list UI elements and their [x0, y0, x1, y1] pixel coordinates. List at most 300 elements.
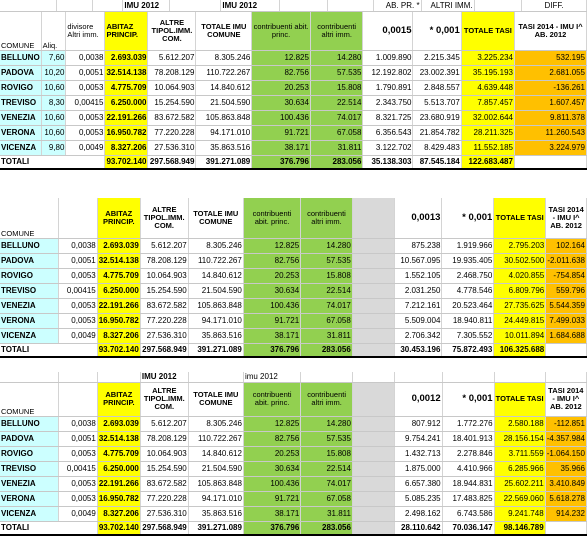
header-altre: ALTRE TIPOL.IMM. COM.: [148, 12, 196, 50]
diff-cell: 11.260.543: [514, 125, 586, 140]
tasi-ab-cell: 3.122.702: [363, 140, 413, 155]
header-abitaz: ABITAZ PRINCIP.: [105, 12, 148, 50]
totale-tasi-cell: 6.285.966: [494, 461, 545, 476]
abitaz-cell: 8.327.206: [97, 506, 140, 521]
altre-cell: 27.536.310: [148, 140, 196, 155]
total-abitaz: 93.702.140: [97, 521, 140, 535]
comune-cell: VERONA: [0, 491, 59, 506]
contr-altri-cell: 22.514: [301, 283, 353, 298]
contr-altri-cell: 14.280: [301, 416, 353, 431]
totale-tasi-cell: 7.857.457: [461, 95, 514, 110]
spacer-cell: [352, 491, 394, 506]
altre-cell: 83.672.582: [140, 476, 188, 491]
divisore-cell: 0,00415: [59, 461, 97, 476]
diff-cell: 5.618.278: [545, 491, 586, 506]
spacer-cell: [352, 253, 394, 268]
header-rate-ab: 0,0013: [394, 198, 442, 238]
header-totale-tasi: TOTALE TASI: [494, 198, 546, 238]
altre-cell: 78.208.129: [148, 65, 196, 80]
contr-ab-cell: 20.253: [243, 268, 300, 283]
diff-cell: -1.064.150: [545, 446, 586, 461]
contr-altri-cell: 31.811: [301, 506, 353, 521]
diff-cell: 7.499.033: [546, 313, 587, 328]
tasi-ab-cell: 5.509.004: [394, 313, 442, 328]
contr-altri-cell: 15.808: [301, 446, 353, 461]
tasi-altri-cell: 1.919.966: [442, 238, 494, 253]
totale-imu-cell: 105.863.848: [188, 476, 243, 491]
contr-altri-cell: 57.535: [301, 431, 353, 446]
tasi-altri-cell: 17.483.825: [442, 491, 494, 506]
diff-cell: -754.854: [546, 268, 587, 283]
abitaz-cell: 6.250.000: [97, 283, 140, 298]
tasi-ab-cell: 1.009.890: [363, 50, 413, 65]
diff-cell: 532.195: [514, 50, 586, 65]
altre-cell: 5.612.207: [140, 416, 188, 431]
table-row: [0, 328, 587, 343]
total-empty: [546, 343, 587, 357]
tasi-altri-cell: 4.410.966: [442, 461, 494, 476]
tasi-altri-cell: 2.215.345: [413, 50, 461, 65]
altre-cell: 10.064.903: [140, 446, 188, 461]
contr-ab-cell: 20.253: [252, 80, 311, 95]
header-totale-tasi: TOTALE TASI: [494, 382, 545, 416]
contr-altri-cell: 22.514: [310, 95, 363, 110]
header-tasi-diff: TASI 2014 - IMU I^ AB. 2012: [545, 382, 586, 416]
tasi-ab-cell: 9.754.241: [394, 431, 442, 446]
altre-cell: 15.254.590: [140, 461, 188, 476]
abitaz-cell: 4.775.709: [97, 446, 140, 461]
comune-cell: BELLUNO: [0, 50, 41, 65]
diff-cell: 3.224.979: [514, 140, 586, 155]
totale-imu-cell: 94.171.010: [196, 125, 252, 140]
totale-imu-cell: 21.504.590: [188, 461, 243, 476]
spacer-cell: [352, 446, 394, 461]
totale-imu-cell: 110.722.267: [196, 65, 252, 80]
divisore-cell: 0,0053: [66, 125, 105, 140]
table-row: [0, 140, 587, 155]
tasi-altri-cell: 6.743.586: [442, 506, 494, 521]
tasi-ab-cell: 1.432.713: [394, 446, 442, 461]
tasi-altri-cell: 2.278.846: [442, 446, 494, 461]
comune-cell: VICENZA: [0, 328, 59, 343]
divisore-cell: 0,0049: [59, 506, 97, 521]
header-contr-ab: contribuenti abit. princ.: [243, 198, 300, 238]
divisore-cell: 0,0053: [66, 110, 105, 125]
table-row: [0, 268, 587, 283]
total-contr-altri: 283.056: [310, 155, 363, 169]
table-row: [0, 80, 587, 95]
contr-ab-cell: 91.721: [252, 125, 311, 140]
header-rate-altri: * 0,001: [413, 12, 461, 50]
spacer-cell: [352, 238, 394, 253]
divisore-cell: 0,0038: [59, 238, 97, 253]
tasi-ab-cell: 6.657.380: [394, 476, 442, 491]
altre-cell: 10.064.903: [140, 268, 188, 283]
imu-2012-label-c: IMU 2012: [140, 372, 188, 382]
divisore-cell: 0,0049: [59, 328, 97, 343]
header-comune: COMUNE: [0, 12, 41, 50]
totals-label: TOTALI: [0, 343, 97, 357]
abitaz-cell: 32.514.138: [97, 253, 140, 268]
divisore-cell: 0,0038: [59, 416, 97, 431]
altre-cell: 5.612.207: [148, 50, 196, 65]
total-altre: 297.568.949: [148, 155, 196, 169]
totale-tasi-cell: 6.809.796: [494, 283, 546, 298]
abitaz-cell: 8.327.206: [97, 328, 140, 343]
header-tasi-diff: TASI 2014 - IMU I^ AB. 2012: [546, 198, 587, 238]
abitaz-cell: 22.191.266: [97, 298, 140, 313]
totale-imu-cell: 94.171.010: [188, 313, 243, 328]
table-row: [0, 125, 587, 140]
header-aliq: Aliq.: [41, 12, 66, 50]
header-contr-ab: contribuenti abit. princ.: [243, 382, 300, 416]
contr-altri-cell: 31.811: [310, 140, 363, 155]
abitaz-cell: 32.514.138: [97, 431, 140, 446]
diff-cell: 914.232: [545, 506, 586, 521]
spacer-cell: [352, 328, 394, 343]
diff-cell: -4.357.984: [545, 431, 586, 446]
contr-ab-cell: 100.436: [243, 298, 300, 313]
diff-cell: 2.681.055: [514, 65, 586, 80]
totale-tasi-cell: 4.020.855: [494, 268, 546, 283]
table-row: [0, 431, 587, 446]
altre-cell: 27.536.310: [140, 506, 188, 521]
tasi-ab-cell: 2.031.250: [394, 283, 442, 298]
header-comune: COMUNE: [0, 198, 59, 238]
total-altre: 297.568.949: [140, 521, 188, 535]
aliq-cell: 7,60: [41, 50, 66, 65]
header-contr-altri: contribuenti altri imm.: [301, 382, 353, 416]
imu-2012-label-a: IMU 2012: [123, 0, 170, 11]
altri-imm-label: ALTRI IMM.: [421, 0, 474, 11]
diff-cell: 9.811.378: [514, 110, 586, 125]
contr-ab-cell: 100.436: [252, 110, 311, 125]
table-row: [0, 238, 587, 253]
header-rate-altri: * 0,001: [442, 198, 494, 238]
total-empty: [545, 521, 586, 535]
spacer-cell: [352, 521, 394, 535]
header-comune: COMUNE: [0, 382, 59, 416]
contr-altri-cell: 57.535: [310, 65, 363, 80]
comune-cell: TREVISO: [0, 461, 59, 476]
contr-ab-cell: 82.756: [243, 253, 300, 268]
totals-label: TOTALI: [0, 521, 97, 535]
header-totale-imu: TOTALE IMU COMUNE: [188, 382, 243, 416]
totale-tasi-cell: 9.241.748: [494, 506, 545, 521]
contr-ab-cell: 38.171: [243, 506, 300, 521]
header-rate-ab: 0,0015: [363, 12, 413, 50]
divisore-cell: 0,0051: [59, 253, 97, 268]
altre-cell: 83.672.582: [148, 110, 196, 125]
total-tasi-ab: 30.453.196: [394, 343, 442, 357]
aliq-cell: 9,80: [41, 140, 66, 155]
tasi-table-2: [0, 198, 587, 358]
totale-tasi-cell: 28.211.325: [461, 125, 514, 140]
totals-row: [0, 521, 587, 535]
spacer-cell: [352, 298, 394, 313]
aliq-cell: 10,60: [41, 110, 66, 125]
comune-cell: ROVIGO: [0, 446, 59, 461]
divisore-cell: 0,00415: [66, 95, 105, 110]
comune-cell: TREVISO: [0, 283, 59, 298]
total-imu: 391.271.089: [188, 521, 243, 535]
tasi-ab-cell: 5.085.235: [394, 491, 442, 506]
table-row: [0, 416, 587, 431]
ab-pr-label: AB. PR. *: [373, 0, 421, 11]
contr-altri-cell: 67.058: [310, 125, 363, 140]
table-row: [0, 50, 587, 65]
altre-cell: 78.208.129: [140, 431, 188, 446]
tasi-ab-cell: 2.498.162: [394, 506, 442, 521]
total-altre: 297.568.949: [140, 343, 188, 357]
altre-cell: 77.220.228: [148, 125, 196, 140]
contr-ab-cell: 100.436: [243, 476, 300, 491]
abitaz-cell: 32.514.138: [105, 65, 148, 80]
contr-ab-cell: 12.825: [252, 50, 311, 65]
total-contr-ab: 376.796: [243, 343, 300, 357]
totale-tasi-cell: 30.502.500: [494, 253, 546, 268]
contr-altri-cell: 74.017: [301, 476, 353, 491]
header-divisore: divisore Altri imm.: [66, 12, 105, 50]
diff-cell: 1.684.688: [546, 328, 587, 343]
spacer-cell: [352, 476, 394, 491]
divisore-cell: 0,0053: [59, 268, 97, 283]
contr-ab-cell: 38.171: [252, 140, 311, 155]
aliq-cell: 10,60: [41, 80, 66, 95]
divisore-cell: 0,0049: [66, 140, 105, 155]
spacer-cell: [352, 313, 394, 328]
contr-ab-cell: 91.721: [243, 491, 300, 506]
header-rate-ab: 0,0012: [394, 382, 442, 416]
contr-altri-cell: 31.811: [301, 328, 353, 343]
totale-imu-cell: 21.504.590: [188, 283, 243, 298]
contr-altri-cell: 57.535: [301, 253, 353, 268]
tasi-altri-cell: 23.680.919: [413, 110, 461, 125]
tasi-ab-cell: 807.912: [394, 416, 442, 431]
tasi-ab-cell: 7.212.161: [394, 298, 442, 313]
totale-imu-cell: 105.863.848: [196, 110, 252, 125]
contr-ab-cell: 91.721: [243, 313, 300, 328]
divisore-cell: 0,0038: [66, 50, 105, 65]
header-abitaz: ABITAZ PRINCIP.: [97, 198, 140, 238]
tasi-altri-cell: 20.523.464: [442, 298, 494, 313]
header-rate-altri: * 0,001: [442, 382, 494, 416]
totale-imu-cell: 35.863.516: [188, 328, 243, 343]
spacer-cell: [352, 506, 394, 521]
header-totale-tasi: TOTALE TASI: [461, 12, 514, 50]
abitaz-cell: 2.693.039: [97, 416, 140, 431]
totale-tasi-cell: 3.225.234: [461, 50, 514, 65]
header-tasi-diff: TASI 2014 - IMU I^ AB. 2012: [514, 12, 586, 50]
table-row: [0, 65, 587, 80]
abitaz-cell: 6.250.000: [105, 95, 148, 110]
tasi-altri-cell: 2.468.750: [442, 268, 494, 283]
diff-cell: 102.164: [546, 238, 587, 253]
tasi-altri-cell: 7.305.552: [442, 328, 494, 343]
total-imu: 391.271.089: [188, 343, 243, 357]
altre-cell: 15.254.590: [140, 283, 188, 298]
divisore-cell: 0,0053: [59, 298, 97, 313]
tasi-altri-cell: 2.848.557: [413, 80, 461, 95]
contr-ab-cell: 12.825: [243, 238, 300, 253]
total-tasi: 122.683.487: [461, 155, 514, 169]
totale-imu-cell: 14.840.612: [196, 80, 252, 95]
header-altre: ALTRE TIPOL.IMM. COM.: [140, 198, 188, 238]
totals-row: [0, 343, 587, 357]
table-row: [0, 476, 587, 491]
abitaz-cell: 22.191.266: [105, 110, 148, 125]
totale-tasi-cell: 24.449.815: [494, 313, 546, 328]
altre-cell: 78.208.129: [140, 253, 188, 268]
tasi-ab-cell: 1.875.000: [394, 461, 442, 476]
contr-ab-cell: 30.634: [243, 461, 300, 476]
diff-cell: 5.544.359: [546, 298, 587, 313]
comune-cell: BELLUNO: [0, 238, 59, 253]
comune-cell: VERONA: [0, 313, 59, 328]
table-row: [0, 313, 587, 328]
total-empty: [514, 155, 586, 169]
tasi-ab-cell: 8.321.725: [363, 110, 413, 125]
header-altre: ALTRE TIPOL.IMM. COM.: [140, 382, 188, 416]
totale-imu-cell: 110.722.267: [188, 253, 243, 268]
totale-imu-cell: 94.171.010: [188, 491, 243, 506]
total-tasi-altri: 70.036.147: [442, 521, 494, 535]
totale-tasi-cell: 2.580.188: [494, 416, 545, 431]
totale-tasi-cell: 35.195.193: [461, 65, 514, 80]
total-contr-altri: 283.056: [301, 343, 353, 357]
spacer-cell: [352, 343, 394, 357]
table-row: [0, 253, 587, 268]
altre-cell: 77.220.228: [140, 313, 188, 328]
comune-cell: VENEZIA: [0, 110, 41, 125]
totals-label: TOTALI: [0, 155, 105, 169]
totale-tasi-cell: 28.156.154: [494, 431, 545, 446]
total-contr-altri: 283.056: [301, 521, 353, 535]
contr-altri-cell: 67.058: [301, 313, 353, 328]
divisore-cell: 0,0051: [59, 431, 97, 446]
header-contr-altri: contribuenti altri imm.: [310, 12, 363, 50]
divisore-cell: 0,0053: [66, 80, 105, 95]
header-abitaz: ABITAZ PRINCIP.: [97, 382, 140, 416]
totale-tasi-cell: 10.011.894: [494, 328, 546, 343]
comune-cell: BELLUNO: [0, 416, 59, 431]
tasi-ab-cell: 2.343.750: [363, 95, 413, 110]
comune-cell: ROVIGO: [0, 268, 59, 283]
contr-ab-cell: 82.756: [243, 431, 300, 446]
contr-ab-cell: 30.634: [252, 95, 311, 110]
total-tasi: 106.325.688: [494, 343, 546, 357]
contr-altri-cell: 74.017: [301, 298, 353, 313]
abitaz-cell: 16.950.782: [97, 313, 140, 328]
contr-ab-cell: 38.171: [243, 328, 300, 343]
tasi-ab-cell: 2.706.342: [394, 328, 442, 343]
abitaz-cell: 2.693.039: [105, 50, 148, 65]
altre-cell: 27.536.310: [140, 328, 188, 343]
comune-cell: VICENZA: [0, 140, 41, 155]
comune-cell: PADOVA: [0, 65, 41, 80]
contr-altri-cell: 14.280: [310, 50, 363, 65]
aliq-cell: 8,30: [41, 95, 66, 110]
diff-cell: -112.851: [545, 416, 586, 431]
divisore-cell: 0,0053: [59, 491, 97, 506]
divisore-cell: 0,0053: [59, 313, 97, 328]
contr-ab-cell: 82.756: [252, 65, 311, 80]
totale-tasi-cell: 4.639.448: [461, 80, 514, 95]
diff-cell: -2.011.638: [546, 253, 587, 268]
contr-altri-cell: 74.017: [310, 110, 363, 125]
totale-imu-cell: 14.840.612: [188, 446, 243, 461]
tasi-altri-cell: 5.513.707: [413, 95, 461, 110]
comune-cell: PADOVA: [0, 431, 59, 446]
tasi-altri-cell: 8.429.483: [413, 140, 461, 155]
spacer-cell: [352, 268, 394, 283]
total-imu: 391.271.089: [196, 155, 252, 169]
altre-cell: 83.672.582: [140, 298, 188, 313]
totale-tasi-cell: 27.735.625: [494, 298, 546, 313]
totale-imu-cell: 110.722.267: [188, 431, 243, 446]
altre-cell: 77.220.228: [140, 491, 188, 506]
diff-cell: 3.410.849: [545, 476, 586, 491]
contr-altri-cell: 22.514: [301, 461, 353, 476]
tasi-altri-cell: 1.772.276: [442, 416, 494, 431]
aliq-cell: 10,20: [41, 65, 66, 80]
totale-imu-cell: 35.863.516: [196, 140, 252, 155]
totale-tasi-cell: 2.795.203: [494, 238, 546, 253]
comune-cell: PADOVA: [0, 253, 59, 268]
diff-cell: -136.261: [514, 80, 586, 95]
comune-cell: TREVISO: [0, 95, 41, 110]
abitaz-cell: 2.693.039: [97, 238, 140, 253]
abitaz-cell: 22.191.266: [97, 476, 140, 491]
tasi-ab-cell: 1.790.891: [363, 80, 413, 95]
totals-row: [0, 155, 587, 169]
table-row: [0, 461, 587, 476]
aliq-cell: 10,60: [41, 125, 66, 140]
header-totale-imu: TOTALE IMU COMUNE: [188, 198, 243, 238]
table-row: [0, 298, 587, 313]
totale-tasi-cell: 11.552.185: [461, 140, 514, 155]
comune-cell: VERONA: [0, 125, 41, 140]
altre-cell: 5.612.207: [140, 238, 188, 253]
tasi-ab-cell: 12.192.802: [363, 65, 413, 80]
tasi-table-3: [0, 372, 587, 536]
imu-2012-label-b: IMU 2012: [221, 0, 279, 11]
total-contr-ab: 376.796: [252, 155, 311, 169]
altre-cell: 15.254.590: [148, 95, 196, 110]
tasi-altri-cell: 21.854.782: [413, 125, 461, 140]
divisore-cell: 0,0053: [59, 476, 97, 491]
abitaz-cell: 4.775.709: [97, 268, 140, 283]
totale-imu-cell: 8.305.246: [196, 50, 252, 65]
total-abitaz: 93.702.140: [97, 343, 140, 357]
abitaz-cell: 4.775.709: [105, 80, 148, 95]
spacer-cell: [352, 461, 394, 476]
total-tasi-ab: 35.138.303: [363, 155, 413, 169]
tasi-altri-cell: 18.401.913: [442, 431, 494, 446]
abitaz-cell: 16.950.782: [105, 125, 148, 140]
table-row: [0, 446, 587, 461]
tasi-altri-cell: 18.940.811: [442, 313, 494, 328]
abitaz-cell: 6.250.000: [97, 461, 140, 476]
tasi-altri-cell: 4.778.546: [442, 283, 494, 298]
total-tasi: 98.146.789: [494, 521, 545, 535]
totale-imu-cell: 105.863.848: [188, 298, 243, 313]
totale-imu-cell: 21.504.590: [196, 95, 252, 110]
table-row: [0, 95, 587, 110]
diff-cell: 559.796: [546, 283, 587, 298]
tasi-table-1: [0, 12, 587, 170]
tasi-altri-cell: 19.935.405: [442, 253, 494, 268]
